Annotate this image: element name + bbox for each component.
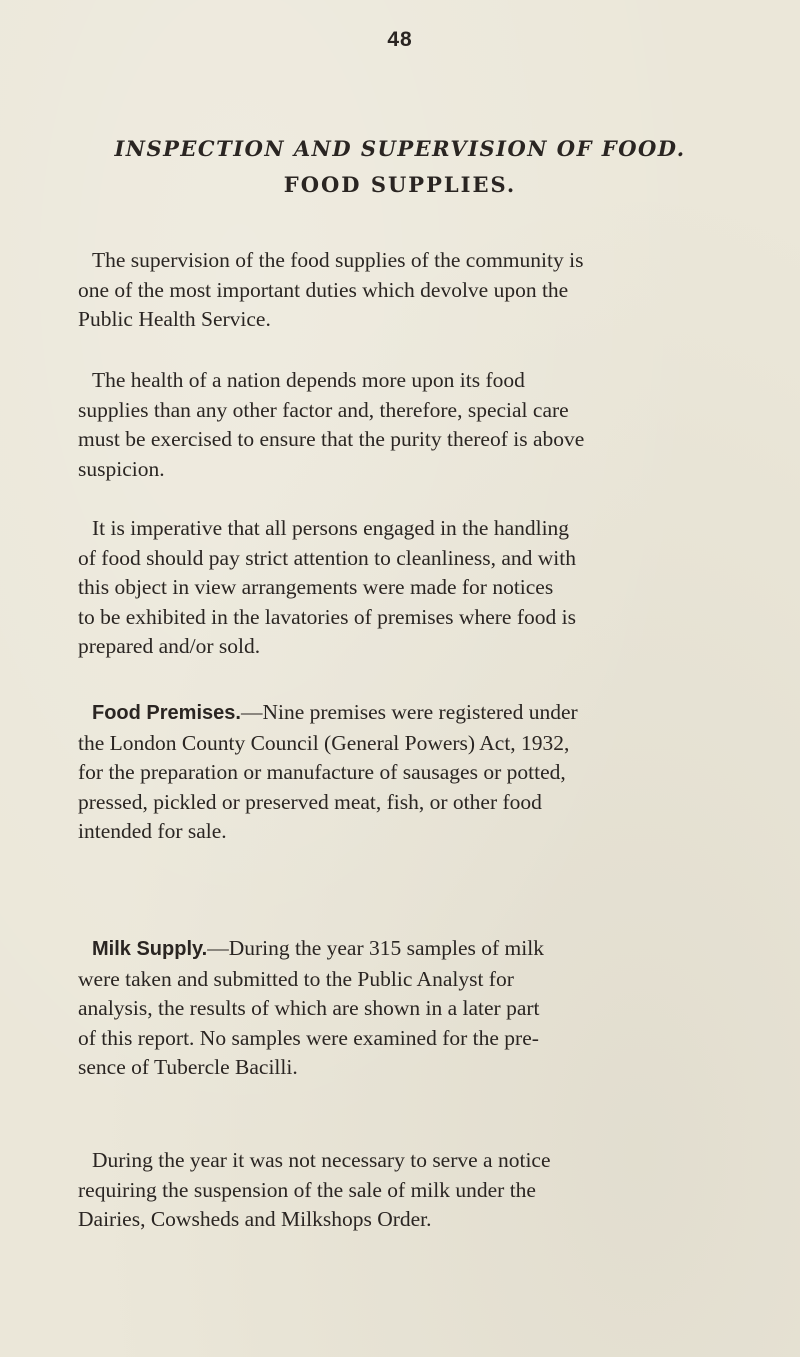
text-line: Public Health Service. [78,307,271,331]
text-line: prepared and/or sold. [78,634,261,658]
text-line: were taken and submitted to the Public Analyst for [78,966,514,991]
text-line: this object in view arrangements were made for notices [78,575,554,599]
text-line: The health of a nation depends more upon its food [92,368,525,392]
text-line [92,934,740,965]
text-run: —Nine premises were registered under [240,700,578,724]
text-run: —During the year 315 samples of milk [207,936,544,960]
text-line: supplies than any other factor and, therefore, special care [78,397,569,422]
text-line: of food should pay strict attention to cleanliness, and with [78,545,576,570]
run-in-heading: Food Premises. [92,702,241,724]
section-title: INSPECTION AND SUPERVISION OF FOOD. [114,136,686,161]
paragraph-supervision [78,246,740,335]
text-line: Dairies, Cowsheds and Milkshops Order. [78,1207,432,1231]
text-line: pressed, pickled or preserved meat, fish, or other food [78,789,542,814]
paragraph-food-premises [78,698,740,847]
paragraph-milk-supply [78,934,740,1083]
text-line: to be exhibited in the lavatories of premises where food is [78,604,576,629]
text-line: the London County Council (General Powers) Act, 1932, [78,730,570,755]
paragraph-notice [78,1146,740,1235]
text-line: During the year it was not necessary to serve a notice [92,1148,551,1172]
text-line: of this report. No samples were examined for the pre- [78,1025,539,1050]
text-line: intended for sale. [78,819,227,843]
text-line: requiring the suspension of the sale of milk under the [78,1177,536,1202]
text-line: for the preparation or manufacture of sausages or potted, [78,760,566,784]
paragraph-cleanliness [78,514,740,662]
text-line: suspicion. [78,456,165,481]
text-line: analysis, the results of which are shown in a later part [78,996,540,1020]
text-line [92,698,740,729]
text-line: It is imperative that all persons engaged in the handling [92,516,570,540]
section-subtitle: FOOD SUPPLIES. [283,172,517,197]
page-number: 48 [387,28,413,51]
text-line: The supervision of the food supplies of the community is [92,248,584,272]
text-line: sence of Tubercle Bacilli. [78,1055,298,1079]
paragraph-health-of-nation [78,366,740,484]
run-in-heading: Milk Supply. [92,938,208,960]
text-line: one of the most important duties which devolve upon the [78,277,569,302]
text-line: must be exercised to ensure that the purity thereof is above [78,427,585,451]
